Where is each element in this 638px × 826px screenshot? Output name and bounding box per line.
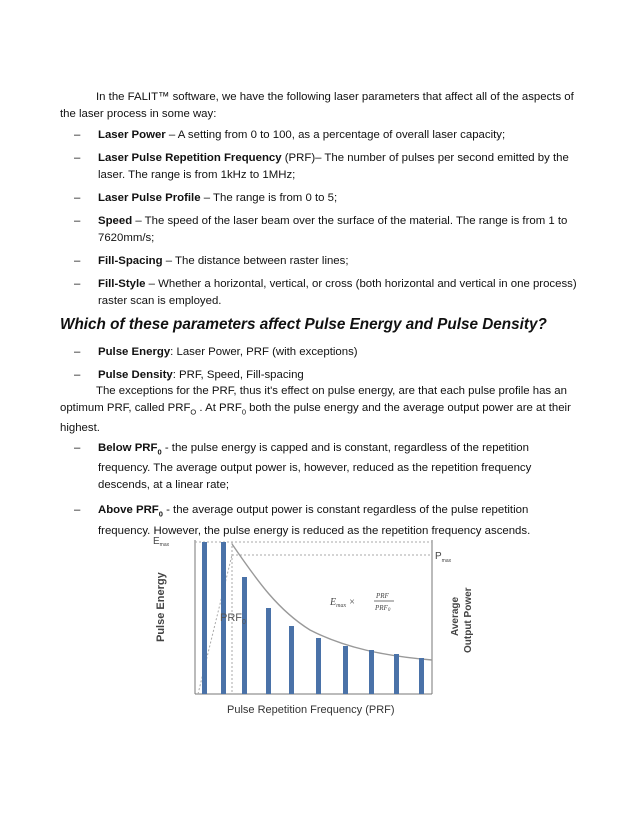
param-desc: – The range is from 0 to 5; <box>200 192 338 204</box>
bullet-dash: – <box>74 129 81 141</box>
exceptions-paragraph <box>60 383 580 437</box>
prf-diagram <box>150 532 490 725</box>
exceptions-text: The exceptions for the PRF, thus it's effect on pulse energy, are that each pulse profile has an optimum PRF, called PRF <box>60 385 567 414</box>
affects-desc: : PRF, Speed, Fill-spacing <box>172 369 304 381</box>
left-axis-label: Pulse Energy <box>155 572 167 642</box>
param-term: Fill-Style <box>98 278 146 290</box>
param-term: Laser Power <box>98 129 166 141</box>
bullet-dash: – <box>74 504 81 517</box>
bar-3 <box>242 577 247 694</box>
bar-6 <box>316 638 321 694</box>
prf-diagram-svg <box>150 532 490 720</box>
bullet-dash: – <box>74 215 81 227</box>
bullet-dash: – <box>74 255 81 267</box>
regime-desc: - the pulse energy is capped and is constant, regardless of the repetition frequency. The average output power is, however, reduced as the repetition frequency descends, at a linear rate; <box>98 442 532 492</box>
regime-term: Below $PRF_0$ <box>98 442 162 457</box>
prf0-label: $PRF_0$ <box>220 612 246 626</box>
param-desc: – Whether a horizontal, vertical, or cross (both horizontal and vertical in one process) raster scan is employed. <box>98 278 577 307</box>
param-term: Speed <box>98 215 133 227</box>
bar-7 <box>343 646 348 694</box>
list-item <box>60 127 580 144</box>
bar-8 <box>369 650 374 694</box>
param-desc: (PRF)– The number of pulses per second emitted by the laser. The range is from 1kHz to 1MHz; <box>98 152 569 181</box>
param-term: Fill-Spacing <box>98 255 163 267</box>
bullet-dash: – <box>74 152 81 164</box>
list-item <box>60 253 580 270</box>
param-desc: – The speed of the laser beam over the surface of the material. The range is from 1 to 7620mm/s; <box>98 215 568 244</box>
bar-10 <box>419 658 424 694</box>
param-desc: – The distance between raster lines; <box>162 255 349 267</box>
regime-desc: - the average output power is constant regardless of the pulse repetition frequency. However, the pulse energy is reduced as the repetition frequency ascends. <box>98 504 531 537</box>
affects-term: Pulse Density <box>98 369 173 381</box>
bullet-dash: – <box>74 369 81 381</box>
list-item <box>60 150 580 184</box>
bar-5 <box>289 626 294 694</box>
regime-list <box>60 440 580 546</box>
list-item <box>60 344 580 361</box>
right-axis-label-1: Average <box>450 596 461 636</box>
param-desc: – A setting from 0 to 100, as a percentage of overall laser capacity; <box>165 129 506 141</box>
subscript: O <box>190 407 197 417</box>
param-term: Laser Pulse Profile <box>98 192 201 204</box>
regime-term: Above $PRF_0$ <box>98 504 163 519</box>
intro-paragraph: In the FALIT™ software, we have the following laser parameters that affect all of the aspects of the laser process in some way: <box>60 91 574 120</box>
list-item <box>60 190 580 207</box>
parameter-list <box>60 127 580 316</box>
bar-4 <box>266 608 271 694</box>
list-item <box>60 276 580 310</box>
list-item <box>60 213 580 247</box>
bullet-dash: – <box>74 192 81 204</box>
bullet-dash: – <box>74 278 81 290</box>
exceptions-text: both the pulse energy and the average output power are at their highest. <box>60 402 571 435</box>
bullet-dash: – <box>74 442 81 454</box>
bar-9 <box>394 654 399 694</box>
right-axis-label-2: Output Power <box>463 587 474 653</box>
list-item <box>60 367 580 384</box>
section-heading: Which of these parameters affect Pulse Energy and Pulse Density? <box>60 316 547 333</box>
formula <box>329 592 394 613</box>
emax-label: $E_{max}$ <box>153 536 170 548</box>
bar-1 <box>202 542 207 694</box>
exceptions-text: . At PRF <box>196 402 242 414</box>
svg-text:PRF: PRF <box>376 592 389 600</box>
svg-text:Emax ×: $E_{max}$ × <box>330 597 356 609</box>
affects-desc: : Laser Power, PRF (with exceptions) <box>170 346 358 358</box>
svg-text:PRF0: PRF0 <box>375 604 391 613</box>
pmax-label: $P_{max}$ <box>435 551 452 564</box>
subscript: 0 <box>241 407 246 417</box>
list-item <box>60 440 580 494</box>
param-term: Laser Pulse Repetition Frequency <box>98 152 282 164</box>
bullet-dash: – <box>74 346 81 358</box>
x-axis-label: Pulse Repetition Frequency (PRF) <box>227 704 395 716</box>
affects-term: Pulse Energy <box>98 346 171 358</box>
